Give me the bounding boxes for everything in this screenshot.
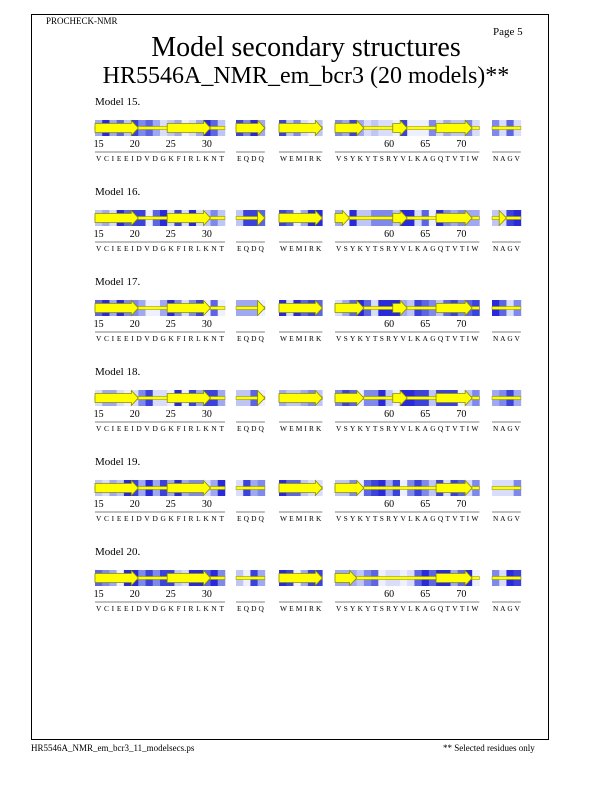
- residue-tick-label: 20: [129, 139, 140, 150]
- residue-tick-label: 30: [201, 589, 212, 600]
- residue-tick-label: 60: [384, 589, 395, 600]
- segment-block: [492, 480, 521, 496]
- residue-sequence: EQDQ: [237, 514, 264, 523]
- residue-tick-label: 70: [456, 499, 467, 510]
- model-strip: [0, 206, 612, 286]
- residue-tick-label: 15: [93, 229, 104, 240]
- residue-tick-label: 60: [384, 499, 395, 510]
- residue-sequence: VCIEEIDVDGKFIRLKNT: [96, 154, 224, 163]
- segment-block: [492, 390, 521, 406]
- residue-sequence: WEMIRK: [280, 334, 322, 343]
- residue-tick-label: 20: [129, 229, 140, 240]
- segment-block: [492, 120, 521, 136]
- residue-sequence: VCIEEIDVDGKFIRLKNT: [96, 514, 224, 523]
- residue-sequence: NAGV: [493, 154, 520, 163]
- model-label: Model 17.: [95, 276, 141, 288]
- residue-tick-label: 25: [165, 319, 176, 330]
- model-strip: [0, 386, 612, 466]
- page-title: Model secondary structures: [151, 32, 461, 63]
- residue-tick-label: 25: [165, 139, 176, 150]
- residue-sequence: EQDQ: [237, 334, 264, 343]
- residue-sequence: VCIEEIDVDGKFIRLKNT: [96, 244, 224, 253]
- residue-sequence: EQDQ: [237, 424, 264, 433]
- residue-sequence: EQDQ: [237, 244, 264, 253]
- residue-tick-label: 30: [201, 319, 212, 330]
- residue-tick-label: 30: [201, 229, 212, 240]
- model-strip: [0, 296, 612, 376]
- residue-tick-label: 15: [93, 319, 104, 330]
- residue-sequence: WEMIRK: [280, 424, 322, 433]
- residue-tick-label: 70: [456, 139, 467, 150]
- residue-sequence: VSYKYTSRYVLKAGQTVTIW: [336, 244, 479, 253]
- residue-tick-label: 30: [201, 499, 212, 510]
- model-label: Model 16.: [95, 186, 141, 198]
- residue-sequence: WEMIRK: [280, 604, 322, 613]
- segment-block: [492, 570, 521, 586]
- residue-sequence: EQDQ: [237, 604, 264, 613]
- page-subtitle: HR5546A_NMR_em_bcr3 (20 models)**: [102, 63, 510, 89]
- residue-sequence: EQDQ: [237, 154, 264, 163]
- model-strip: [0, 476, 612, 556]
- residue-tick-label: 20: [129, 589, 140, 600]
- residue-tick-label: 25: [165, 589, 176, 600]
- coil-line: [236, 577, 265, 580]
- residue-tick-label: 70: [456, 229, 467, 240]
- residue-tick-label: 60: [384, 229, 395, 240]
- residue-tick-label: 60: [384, 319, 395, 330]
- residue-tick-label: 25: [165, 409, 176, 420]
- coil-line: [492, 127, 521, 130]
- residue-tick-label: 15: [93, 139, 104, 150]
- residue-sequence: VSYKYTSRYVLKAGQTVTIW: [336, 604, 479, 613]
- residue-sequence: WEMIRK: [280, 154, 322, 163]
- residue-tick-label: 20: [129, 409, 140, 420]
- residue-tick-label: 60: [384, 409, 395, 420]
- segment-block: [492, 300, 521, 316]
- residue-tick-label: 30: [201, 139, 212, 150]
- residue-tick-label: 70: [456, 319, 467, 330]
- coil-line: [492, 307, 521, 310]
- segment-block: [236, 480, 265, 496]
- residue-sequence: NAGV: [493, 424, 520, 433]
- model-label: Model 19.: [95, 456, 141, 468]
- residue-tick-label: 20: [129, 319, 140, 330]
- residue-tick-label: 65: [420, 229, 431, 240]
- residue-tick-label: 65: [420, 139, 431, 150]
- residue-sequence: VCIEEIDVDGKFIRLKNT: [96, 604, 224, 613]
- residue-tick-label: 70: [456, 409, 467, 420]
- model-label: Model 20.: [95, 546, 141, 558]
- residue-sequence: VCIEEIDVDGKFIRLKNT: [96, 424, 224, 433]
- residue-sequence: VCIEEIDVDGKFIRLKNT: [96, 334, 224, 343]
- residue-sequence: VSYKYTSRYVLKAGQTVTIW: [336, 514, 479, 523]
- residue-tick-label: 25: [165, 499, 176, 510]
- residue-tick-label: 30: [201, 409, 212, 420]
- model-strip: [0, 566, 612, 646]
- coil-line: [492, 397, 521, 400]
- residue-tick-label: 65: [420, 589, 431, 600]
- residue-tick-label: 15: [93, 589, 104, 600]
- residue-sequence: WEMIRK: [280, 244, 322, 253]
- coil-line: [236, 487, 265, 490]
- residue-tick-label: 15: [93, 499, 104, 510]
- residue-tick-label: 70: [456, 589, 467, 600]
- residue-sequence: NAGV: [493, 244, 520, 253]
- residue-tick-label: 25: [165, 229, 176, 240]
- footer-filename: HR5546A_NMR_em_bcr3_11_modelsecs.ps: [31, 743, 195, 753]
- program-name: PROCHECK-NMR: [46, 16, 118, 26]
- residue-sequence: NAGV: [493, 604, 520, 613]
- residue-sequence: NAGV: [493, 334, 520, 343]
- residue-sequence: VSYKYTSRYVLKAGQTVTIW: [336, 154, 479, 163]
- residue-sequence: WEMIRK: [280, 514, 322, 523]
- residue-tick-label: 15: [93, 409, 104, 420]
- segment-block: [236, 570, 265, 586]
- model-strip: [0, 116, 612, 196]
- residue-tick-label: 65: [420, 499, 431, 510]
- model-label: Model 18.: [95, 366, 141, 378]
- residue-sequence: NAGV: [493, 514, 520, 523]
- residue-tick-label: 20: [129, 499, 140, 510]
- model-label: Model 15.: [95, 96, 141, 108]
- coil-line: [492, 487, 521, 490]
- residue-sequence: VSYKYTSRYVLKAGQTVTIW: [336, 334, 479, 343]
- coil-line: [492, 577, 521, 580]
- page-number: Page 5: [493, 26, 523, 38]
- residue-sequence: VSYKYTSRYVLKAGQTVTIW: [336, 424, 479, 433]
- residue-tick-label: 60: [384, 139, 395, 150]
- footer-note: ** Selected residues only: [443, 743, 535, 753]
- residue-tick-label: 65: [420, 319, 431, 330]
- residue-tick-label: 65: [420, 409, 431, 420]
